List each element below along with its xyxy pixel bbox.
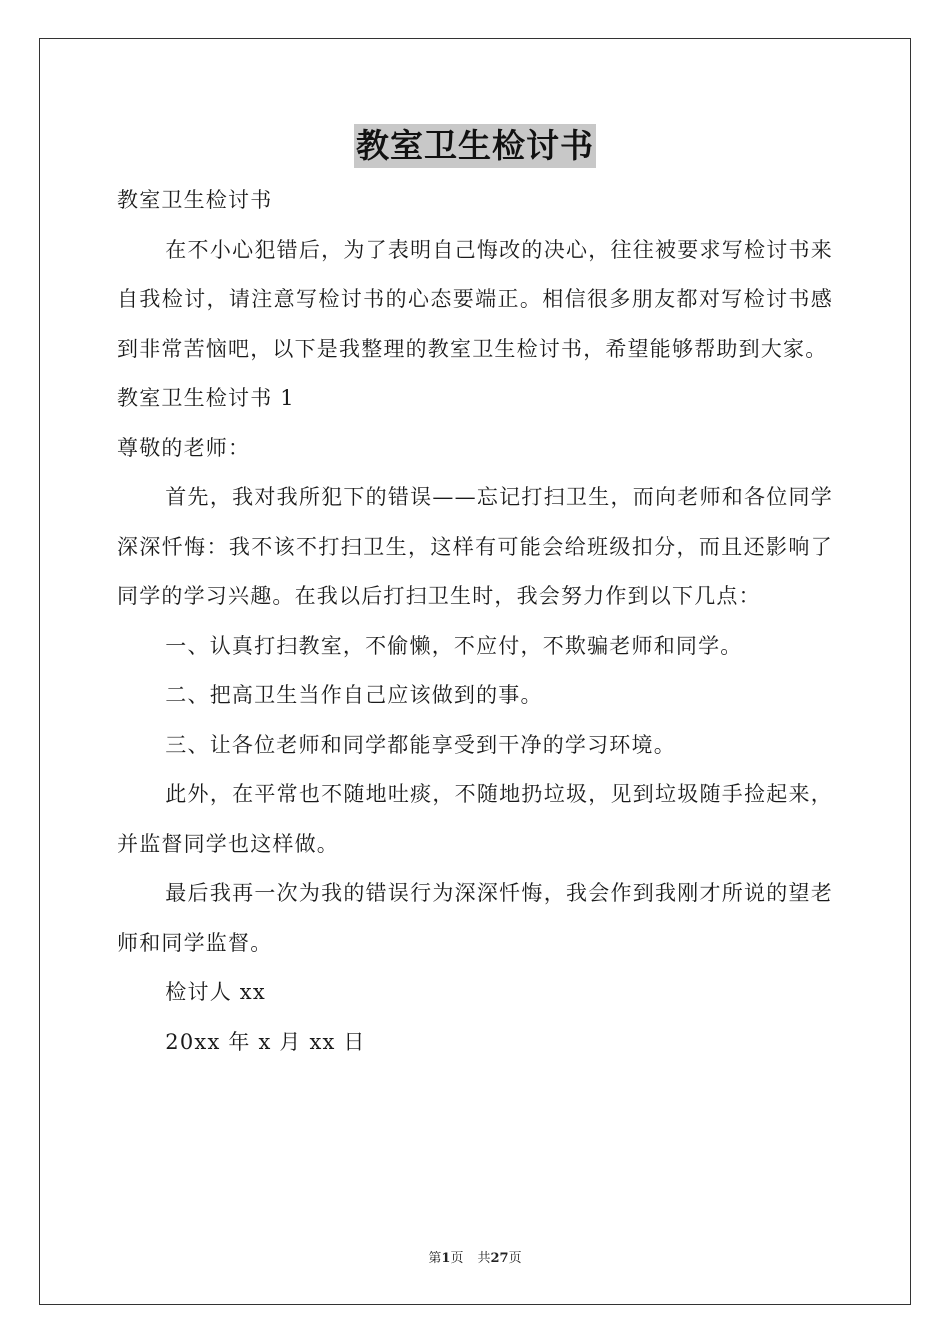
body-paragraph: 首先，我对我所犯下的错误——忘记打扫卫生，而向老师和各位同学深深忏悔：我不该不打扫卫生，这样有可能会给班级扣分，而且还影响了同学的学习兴趣。在我以后打扫卫生时，我会努力作到以下几点： <box>117 485 833 608</box>
list-item: 一、认真打扫教室，不偷懒，不应付，不欺骗老师和同学。 <box>165 633 743 658</box>
body-paragraph: 此外，在平常也不随地吐痰，不随地扔垃圾，见到垃圾随手捡起来，并监督同学也这样做。 <box>117 782 833 856</box>
list-item: 二、把高卫生当作自己应该做到的事。 <box>165 683 543 707</box>
date-line: 20xx 年 x 月 xx 日 <box>165 1029 366 1054</box>
title-container <box>0 124 950 168</box>
salutation: 尊敬的老师： <box>117 435 251 460</box>
total-pages: 27 <box>490 1251 509 1266</box>
body-paragraph: 教室卫生检讨书 <box>117 188 273 212</box>
total-prefix: 共 <box>477 1251 491 1266</box>
list-item: 三、让各位老师和同学都能享受到干净的学习环境。 <box>165 732 676 757</box>
document-body <box>117 176 833 1067</box>
page-number: 1 <box>441 1251 451 1266</box>
document-title: 教室卫生检讨书 <box>354 124 596 168</box>
body-paragraph: 最后我再一次为我的错误行为深深忏悔，我会作到我刚才所说的望老师和同学监督。 <box>117 881 833 955</box>
signature-line: 检讨人 xx <box>165 980 266 1004</box>
section-heading: 教室卫生检讨书 1 <box>117 386 295 410</box>
total-suffix: 页 <box>508 1251 522 1266</box>
body-paragraph: 在不小心犯错后，为了表明自己悔改的决心，往往被要求写检讨书来自我检讨，请注意写检讨书的心态要端正。相信很多朋友都对写检讨书感到非常苦恼吧，以下是我整理的教室卫生检讨书，希望能够帮助到大家。 <box>117 237 833 361</box>
page-prefix: 第 <box>428 1251 442 1266</box>
page-suffix: 页 <box>450 1251 464 1266</box>
page-footer <box>0 1247 950 1266</box>
